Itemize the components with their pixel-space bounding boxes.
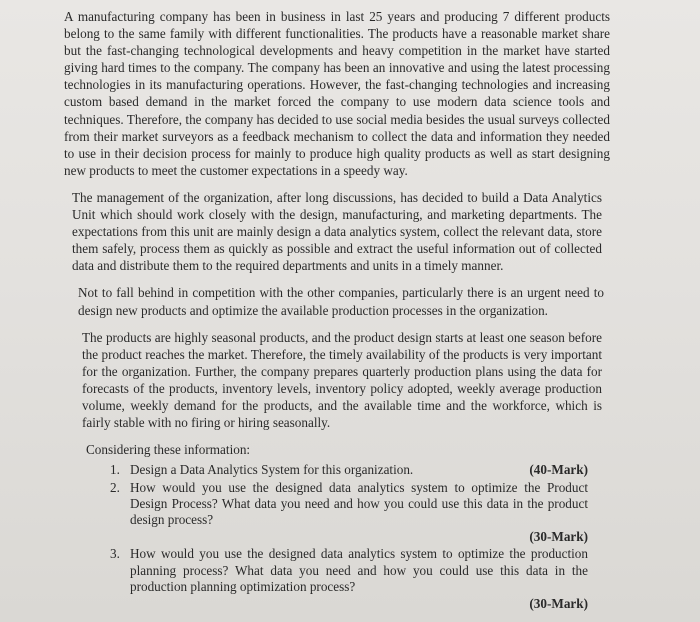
questions-lead: Considering these information: — [86, 442, 251, 458]
question-item — [110, 480, 588, 546]
question-marks: (30-Mark) — [529, 595, 588, 611]
question-list — [110, 462, 588, 612]
question-marks: (40-Mark) — [529, 462, 588, 478]
question-number: 2. — [110, 479, 120, 495]
paragraph-seasonal-products: The products are highly seasonal products, and the product design starts at least one season before the product reaches the market. Therefore, the timely availability of the products is very important for the organization. Further, the company prepares quarterly production plans using the data for forecasts of the products, inventory levels, inventory policy adopted, weekly average production volume, weekly demand for the products, and the available time and the workforce, which is fairly stable with no firing or hiring seasonally. — [82, 329, 602, 431]
question-item — [110, 546, 588, 612]
paragraph-company-background: A manufacturing company has been in business in last 25 years and producing 7 different products belong to the same family with different functionalities. The products have a reasonable market share but the fast-changing technological developments and heavy competition in the market have started giving hard times to the company. The company has been an innovative and using the latest processing technologies in its manufacturing operations. However, the fast-changing technologies and increasing custom based demand in the market forced the company to use modern data science tools and techniques. Therefore, the company has decided to use social media besides the usual surveys collected from their market surveyors as a feedback mechanism to collect the data and information they needed to use in their decision process for mainly to produce high quality products as well as start designing new products to meet the customer expectations in a speedy way. — [64, 9, 610, 178]
question-number: 3. — [110, 546, 120, 562]
question-number: 1. — [110, 462, 120, 478]
paragraph-competition: Not to fall behind in competition with the other companies, particularly there is an urgent need to design new products and optimize the available production processes in the organization. — [78, 285, 604, 318]
question-text: How would you use the designed data analytics system to optimize the production planning process? What data you need and how you could use this data in the production planning optimization process? — [130, 546, 588, 595]
document-page — [64, 8, 610, 613]
question-item — [110, 462, 588, 478]
paragraph-management-decision: The management of the organization, after long discussions, has decided to build a Data Analytics Unit which should work closely with the design, manufacturing, and marketing departments. The expectations from this unit are mainly design a data analytics system, collect the relevant data, store them safely, process them as quickly as possible and extract the useful information out of collected data and distribute them to the required departments and units in a timely manner. — [72, 189, 602, 274]
question-text: How would you use the designed data analytics system to optimize the Product Design Process? What data you need and how you could use this data in the product design process? — [130, 479, 588, 528]
question-text: Design a Data Analytics System for this organization. — [130, 462, 414, 478]
question-marks: (30-Mark) — [529, 528, 588, 544]
